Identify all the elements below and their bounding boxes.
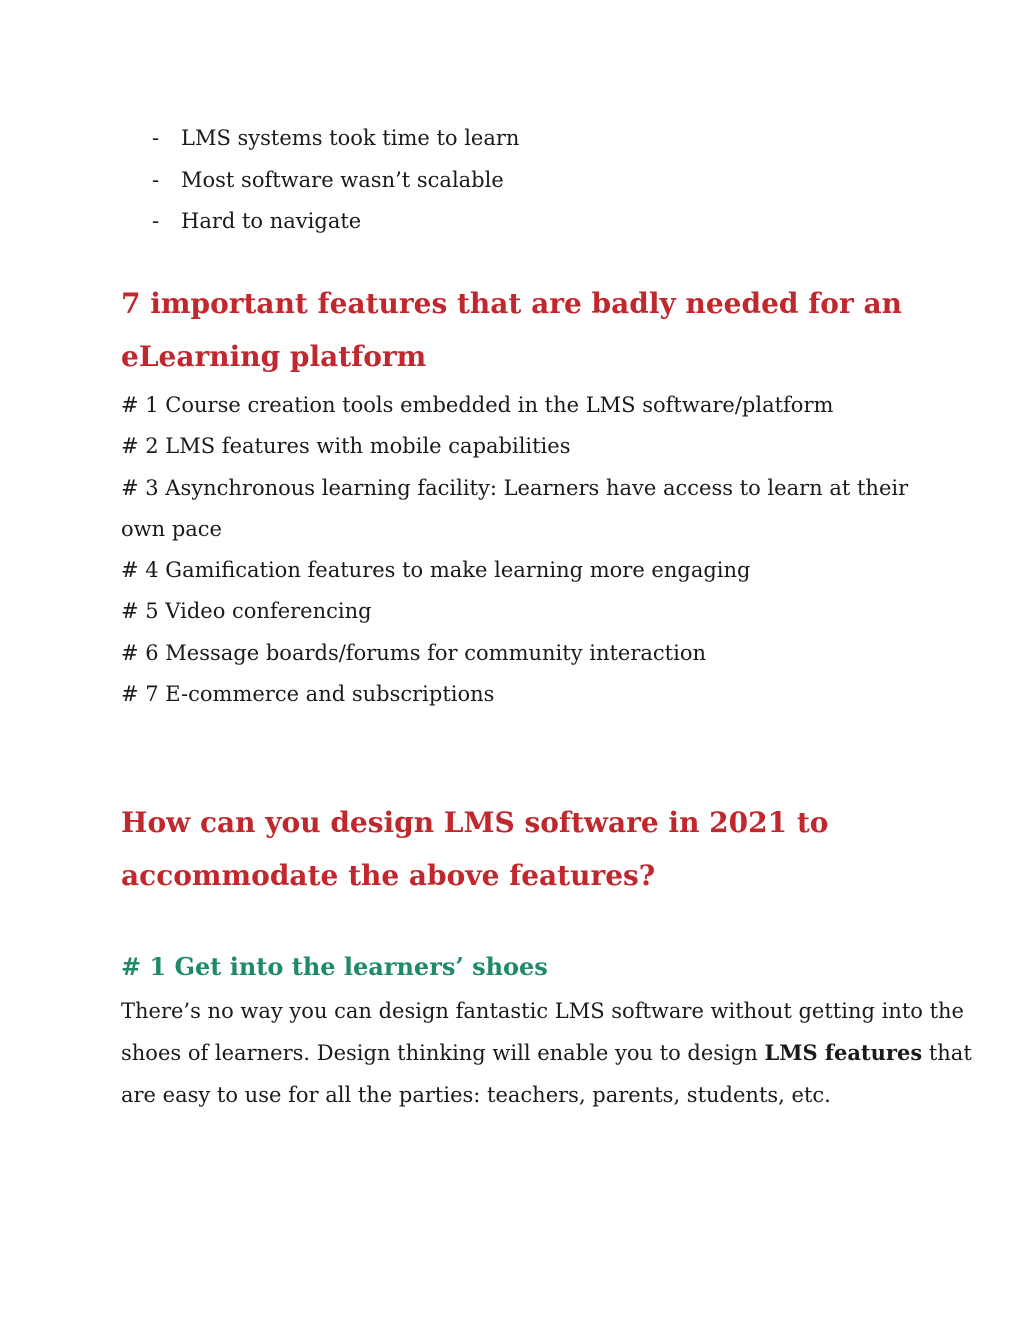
section1-paragraph (121, 991, 972, 1116)
feature-item: # 6 Message boards/forums for community interaction (121, 640, 706, 665)
feature-item: # 4 Gamification features to make learning more engaging (121, 558, 751, 583)
paragraph-text: that (922, 1041, 972, 1066)
bullet-text: Hard to navigate (181, 209, 362, 233)
feature-item: # 7 E-commerce and subscriptions (121, 682, 495, 707)
intro-bullet-list (152, 118, 519, 243)
paragraph-line (121, 1032, 972, 1074)
features-heading-line: eLearning platform (121, 340, 427, 373)
features-heading-line: 7 important features that are badly needed for an (121, 287, 902, 320)
bullet-item (152, 118, 519, 160)
design-heading (121, 796, 828, 902)
section1-heading: # 1 Get into the learners’ shoes (121, 952, 548, 981)
design-heading-line: accommodate the above features? (121, 859, 656, 892)
bullet-item (152, 201, 519, 243)
features-list (121, 385, 911, 715)
bullet-item (152, 160, 519, 202)
feature-item: # 1 Course creation tools embedded in the LMS software/platform (121, 393, 834, 417)
design-heading-line: How can you design LMS software in 2021 to (121, 806, 829, 839)
bullet-dash: - (152, 209, 160, 233)
paragraph-line: are easy to use for all the parties: teachers, parents, students, etc. (121, 1082, 831, 1107)
bullet-text: Most software wasn’t scalable (181, 167, 504, 192)
feature-item: # 5 Video conferencing (121, 599, 372, 624)
bullet-dash: - (152, 126, 160, 150)
bullet-dash: - (152, 167, 160, 192)
lms-features-bold: LMS features (764, 1040, 923, 1066)
feature-item: # 3 Asynchronous learning facility: Learners have access to learn at their own pace (121, 475, 909, 541)
features-heading (121, 277, 902, 383)
paragraph-line: There’s no way you can design fantastic LMS software without getting into the (121, 999, 964, 1023)
bullet-text: LMS systems took time to learn (181, 126, 520, 150)
paragraph-text: shoes of learners. Design thinking will enable you to design (121, 1041, 765, 1066)
feature-item: # 2 LMS features with mobile capabilities (121, 434, 571, 459)
